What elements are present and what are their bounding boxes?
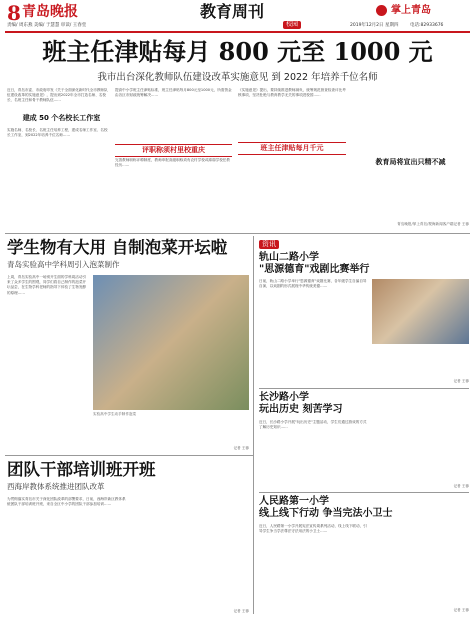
divider: [5, 233, 470, 234]
hotline: 电话:82933676: [410, 23, 444, 28]
sidebar-item-1-byline: 记者 王蓉: [453, 379, 469, 383]
story2-byline: 记者 王蓉: [233, 446, 249, 450]
story3-subhead: 西海岸教体系统推进团队改革: [7, 482, 105, 491]
lead-byline: 青岛晚报/掌上青岛/观海新闻客户端记者 王蓉: [397, 222, 469, 226]
lead-subtitle-3-box: [115, 144, 232, 157]
story2-photo-caption: 实验高中学生动手制作泡菜: [93, 412, 137, 416]
app-icon: [376, 5, 387, 16]
sidebar-item-3-title: 人民路第一小学 线上线下行动 争当完法小卫士: [259, 496, 393, 519]
sidebar-divider-1: [259, 388, 469, 389]
lead-body-4: 完善教师职称评聘制度，教师申报高级职称须有农村学校或薄弱学校任教经历……: [115, 158, 230, 168]
page-number: 8: [7, 1, 21, 25]
editors-line: 责编/ 周东燕 美编/ 于慧慧 审读/ 王春堂: [7, 23, 87, 28]
divider-2: [5, 455, 253, 456]
paper-name-logo: 青岛晚报: [22, 4, 78, 20]
story2-photo: [93, 275, 249, 410]
date-line: 2019年12月2日 星期四: [350, 23, 399, 28]
lead-body-1: 近日，青岛市委、市政府印发《关于全面深化新时代全市教师队伍建设改革的实施意见》，提出到2022年全市打造名师、名校长、名班主任和骨干教师队伍……: [7, 88, 108, 103]
section-title: 教育周刊: [200, 2, 265, 21]
lead-subtitle-4-box: [352, 157, 469, 168]
sidebar-item-2-title: 长沙路小学 玩出历史 刻苦学习: [259, 392, 343, 415]
lead-subtitle-2-box: [238, 142, 346, 155]
story3-body-2: [133, 497, 249, 607]
lead-body-3: 提高中小学班主任津贴标准，班主任津贴每月800元至1000元，所需资金由各区市财政统筹解决……: [115, 88, 232, 98]
sidebar-item-1-photo: [372, 279, 469, 344]
story3-byline: 记者 王蓉: [233, 609, 249, 613]
sidebar-item-3-body-2: [372, 524, 469, 604]
lead-headline: 班主任津贴每月 800 元至 1000 元: [42, 37, 433, 66]
app-name: 掌上青岛: [391, 5, 431, 16]
lead-body-6: [352, 88, 469, 152]
lead-body-5: 《实施意见》提出，要持续推进教师减负，统筹规范督查检查评比考核事项，坚决杜绝与教育教学无关的事项进校园……: [238, 88, 346, 98]
lead-subtitle-2: 班主任津贴每月千元: [260, 144, 324, 152]
masthead-rule: [5, 31, 470, 33]
sidebar-item-1-body-2: [372, 347, 469, 377]
story2-body-2: [93, 420, 249, 444]
story3-headline: 团队干部培训班开班: [7, 460, 156, 479]
sidebar-item-2-byline: 记者 王蓉: [453, 484, 469, 488]
lead-subtitle-3: 评职称须村里校重庆: [142, 146, 205, 154]
sidebar-divider-2: [259, 492, 469, 493]
sidebar-item-3-body: 近日，人民路第一小学开展宪法宣传周系列活动，线上线下联动，引导学生争当学法尊法守法用法的小卫士……: [259, 524, 367, 534]
column-divider: [253, 236, 254, 614]
story2-headline: 学生物有大用 自制泡菜开坛啦: [7, 238, 228, 257]
section-badge: 校园: [283, 21, 301, 29]
sidebar-item-1-title: 轨山二路小学 "思源德育"戏剧比赛举行: [259, 252, 370, 275]
lead-body-5b: [238, 156, 346, 226]
sidebar-item-2-body: 近日，长沙路小学开展"玩出历史"主题活动，学生们通过游戏的方式了解历史知识……: [259, 420, 367, 430]
lead-subhead: 我市出台深化教师队伍建设改革实施意见 到 2022 年培养千位名师: [97, 72, 378, 83]
lead-body-2: 实施名师、名校长、名班主任培养工程，建成名师工作室、名校长工作室，到2022年培养千位名师……: [7, 128, 108, 138]
sidebar-label: 资讯: [259, 240, 279, 249]
story2-subhead: 青岛实验高中学科周引入泡菜制作: [7, 260, 120, 269]
sidebar-item-3-byline: 记者 王蓉: [453, 608, 469, 612]
lead-subtitle-1: 建成 50 个名校长工作室: [14, 114, 109, 123]
masthead: [0, 0, 475, 32]
sidebar-item-1-body: 日前，轨山二路小学举行"思源德育"戏剧比赛，各年级学生自编自导自演，以戏剧的形式展现中华传统美德……: [259, 279, 367, 289]
lead-body-7: [352, 170, 469, 222]
story3-body: 为贯彻落实青岛市关于深化团队改革的部署要求，日前，西海岸新区教体系统团队干部培训班开班，来自全区中小学的团队干部参加培训……: [7, 497, 126, 507]
story2-body: 上周，青岛实验高中一场别开生面的学科周活动引来了众多学生的围观，同学们将自己制作的泡菜开坛品尝，在生物学科老师的指导下体验了生物发酵的原理……: [7, 275, 87, 295]
lead-subtitle-4: 教育局将宣出只精不减: [375, 158, 446, 166]
sidebar-item-2-body-2: [372, 420, 469, 490]
